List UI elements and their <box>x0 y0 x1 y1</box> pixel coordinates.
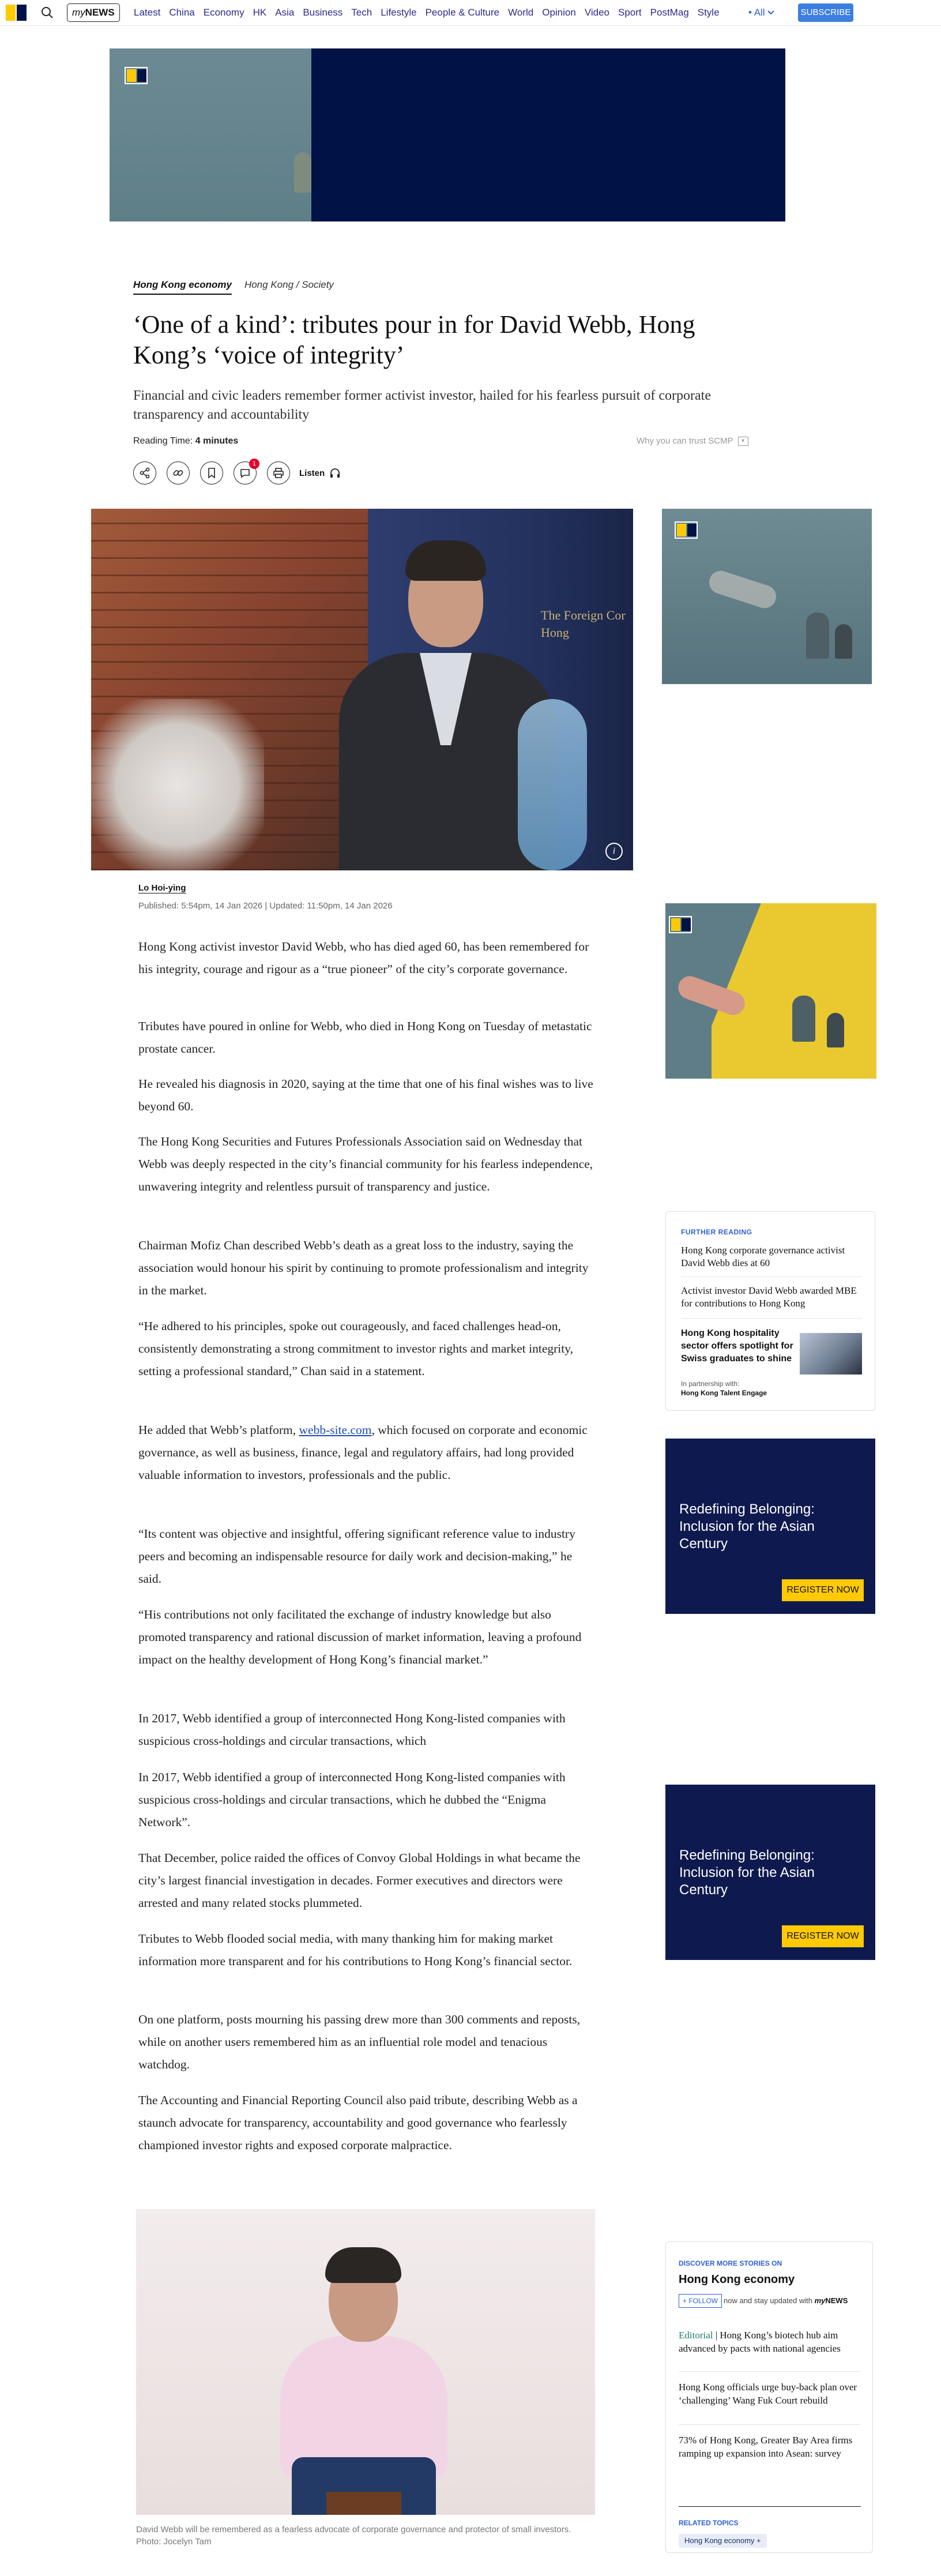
discover-item-text: Hong Kong’s biotech hub aim advanced by pacts with national agencies <box>679 2330 841 2354</box>
webb-site-link[interactable]: webb-site.com <box>299 1423 372 1437</box>
comments-button[interactable] <box>234 461 257 485</box>
ad-logo-icon <box>669 916 693 933</box>
share-button[interactable] <box>133 461 156 485</box>
related-topic-text: Hong Kong economy <box>684 2536 755 2545</box>
ad-figure <box>792 996 815 1042</box>
hero-image <box>91 509 633 870</box>
listen-button[interactable] <box>299 468 341 478</box>
body-paragraph: The Accounting and Financial Reporting Council also paid tribute, describing Webb as a staunch advocate for transparency, accountability and good governance who fearlessly championed investor rights and exposed corporate malpractice. <box>138 2093 578 2152</box>
promo-text: Redefining Belonging: Inclusion for the Asian Century <box>679 1501 815 1552</box>
register-button[interactable]: REGISTER NOW <box>782 1579 864 1601</box>
partner-note <box>681 1379 767 1398</box>
ad-vacuum <box>835 624 852 659</box>
link-paragraph-before: He added that Webb’s platform, <box>138 1423 299 1437</box>
info-icon[interactable]: i <box>605 843 623 860</box>
photo-caption: David Webb will be remembered as a fearless advocate of corporate governance and protector of small investors. Photo: Jocelyn Tam <box>136 2525 571 2547</box>
chevron-down-icon: ▾ <box>738 437 748 446</box>
headline: ‘One of a kind’: tributes pour in for David Webb, Hong Kong’s ‘voice of integrity’ <box>133 310 695 369</box>
reading-value: 4 minutes <box>195 436 239 446</box>
mynews-button[interactable] <box>67 3 120 22</box>
scmp-logo-icon[interactable] <box>6 5 27 21</box>
comment-count-badge: 1 <box>249 459 259 469</box>
divider <box>679 2506 861 2507</box>
event-promo[interactable] <box>665 1785 875 1960</box>
print-icon <box>273 467 284 479</box>
print-button[interactable] <box>267 461 290 485</box>
tag-primary[interactable]: Hong Kong economy <box>133 279 232 295</box>
portrait-photo <box>136 2209 595 2515</box>
bookmark-icon <box>206 467 217 479</box>
body-paragraph: On one platform, posts mourning his passing drew more than 300 comments and reposts, while on another users remembered him as an influential role model and tenacious watchdog. <box>138 2012 581 2071</box>
comment-icon <box>239 467 251 479</box>
body-paragraph: The Hong Kong Securities and Futures Professionals Association said on Wednesday that Webb was deeply respected in the city’s financial community for his fearless independence, unwavering integrity and relentless pursuit of transparency and justice. <box>138 1135 593 1193</box>
editorial-label: Editorial <box>679 2330 713 2341</box>
foreground-bottle <box>518 699 587 870</box>
stay-brand-b: NEWS <box>825 2296 848 2305</box>
author-link[interactable]: Lo Hoi-ying <box>138 883 186 893</box>
further-reading-item[interactable]: Hong Kong corporate governance activist David Webb dies at 60 <box>681 1245 845 1268</box>
body-paragraph: In 2017, Webb identified a group of interconnected Hong Kong-listed companies with suspicious cross-holdings and circular transactions, which <box>138 1711 566 1748</box>
copy-link-button[interactable] <box>167 461 190 485</box>
tag-secondary[interactable]: Hong Kong / Society <box>244 279 334 290</box>
nav-item-lifestyle[interactable]: Lifestyle <box>381 7 417 18</box>
discover-item[interactable]: 73% of Hong Kong, Greater Bay Area firms ramping up expansion into Asean: survey <box>679 2435 853 2459</box>
sidebar-advertisement[interactable] <box>662 509 872 684</box>
body-paragraph <box>138 1419 594 1486</box>
nav-item-hk[interactable]: HK <box>253 7 267 18</box>
plus-icon: + <box>756 2536 761 2545</box>
link-icon <box>172 467 184 479</box>
related-topic-pill[interactable] <box>679 2534 767 2548</box>
discover-label: DISCOVER MORE STORIES ON <box>679 2259 782 2267</box>
discover-more-box <box>665 2241 873 2553</box>
body-paragraph: Tributes to Webb flooded social media, with many thanking him for making market information more transparent and for his contributions to Hong Kong’s financial sector. <box>138 1932 573 1968</box>
nav-item-people-culture[interactable]: People & Culture <box>425 7 500 18</box>
promo-text: Redefining Belonging: Inclusion for the Asian Century <box>679 1847 815 1898</box>
further-reading-box <box>665 1211 875 1411</box>
ad-figure <box>294 152 311 193</box>
body-paragraph: “He adhered to his principles, spoke out courageously, and faced challenges head-on, consistently demonstrating a strong commitment to investor rights and market integrity, setting a professional standard,” Chan said in a statement. <box>138 1319 573 1378</box>
chevron-down-icon <box>767 10 774 16</box>
article-toolbar <box>133 461 341 485</box>
event-promo[interactable] <box>665 1439 875 1614</box>
further-reading-item[interactable]: Hong Kong hospitality sector offers spotlight for Swiss graduates to shine <box>681 1328 793 1364</box>
nav-item-economy[interactable]: Economy <box>203 7 244 18</box>
stay-updated-text <box>724 2296 848 2305</box>
top-navigation <box>0 0 941 26</box>
nav-item-tech[interactable]: Tech <box>351 7 372 18</box>
discover-item[interactable]: Hong Kong officials urge buy-back plan over ‘challenging’ Wang Fuk Court rebuild <box>679 2382 857 2406</box>
topic-tags <box>133 279 334 295</box>
body-paragraph: “Its content was objective and insightful, offering significant reference value to industry peers and becoming an indispensable resource for daily work and decision-making,” he said. <box>138 1527 575 1586</box>
partner-name: Hong Kong Talent Engage <box>681 1389 767 1397</box>
partner-prefix: In partnership with: <box>681 1380 740 1388</box>
sidebar-advertisement[interactable] <box>665 903 876 1079</box>
subheadline: Financial and civic leaders remember former activist investor, hailed for his fearless pursuit of corporate transparency and accountability <box>133 388 711 422</box>
nav-item-video[interactable]: Video <box>584 7 610 18</box>
search-icon[interactable] <box>40 6 54 20</box>
body-paragraph: Tributes have poured in online for Webb, who died in Hong Kong on Tuesday of metastatic prostate cancer. <box>138 1019 592 1056</box>
nav-item-latest[interactable]: Latest <box>134 7 161 18</box>
ad-logo-icon <box>675 521 699 539</box>
speaker-hair <box>405 540 486 581</box>
section-nav <box>134 0 720 25</box>
mynews-label-a: my <box>72 7 85 18</box>
ad-yellow-path <box>712 903 876 1079</box>
body-paragraph: In 2017, Webb identified a group of interconnected Hong Kong-listed companies with suspicious cross-holdings and circular transactions, which he dubbed the “Enigma Network”. <box>138 1770 566 1829</box>
portrait-hair <box>325 2247 401 2283</box>
stay-brand-a: my <box>814 2296 826 2305</box>
nav-item-postmag[interactable]: PostMag <box>650 7 689 18</box>
reading-time <box>133 436 238 446</box>
nav-item-sport[interactable]: Sport <box>618 7 642 18</box>
divider <box>679 2371 861 2372</box>
nav-item-world[interactable]: World <box>508 7 534 18</box>
body-paragraph: That December, police raided the offices of Convoy Global Holdings in what became the city’s largest financial investigation in decades. Former executives and directors were arrested and many related stocks plummeted. <box>138 1851 581 1910</box>
bookmark-button[interactable] <box>200 461 223 485</box>
banner-text: The Foreign Cor Hong <box>541 608 626 640</box>
trust-label: Why you can trust SCMP <box>637 436 733 446</box>
trust-link[interactable] <box>637 436 748 446</box>
all-label: All <box>754 7 765 18</box>
headphones-icon <box>329 468 341 478</box>
ad-image <box>110 48 311 221</box>
discover-topic[interactable]: Hong Kong economy <box>679 2273 795 2286</box>
nav-item-asia[interactable]: Asia <box>275 7 295 18</box>
divider <box>679 2424 861 2425</box>
related-topics-label: RELATED TOPICS <box>679 2519 739 2527</box>
portrait-chair <box>326 2492 401 2515</box>
reading-label: Reading Time: <box>133 436 193 446</box>
share-icon <box>139 467 150 479</box>
divider <box>681 1276 862 1277</box>
ad-hand <box>706 568 779 611</box>
listen-label: Listen <box>299 468 325 478</box>
body-paragraph: Chairman Mofiz Chan described Webb’s death as a great loss to the industry, saying the association would honour his spirit by continuing to promote professionalism and integrity in the market. <box>138 1238 589 1297</box>
body-paragraph: “His contributions not only facilitated the exchange of industry knowledge but also promoted transparency and rational discussion of market information, leaving a profound impact on the healthy development of Hong Kong’s financial market.” <box>138 1608 582 1666</box>
nav-item-china[interactable]: China <box>169 7 195 18</box>
publish-date: Published: 5:54pm, 14 Jan 2026 | Updated: 11:50pm, 14 Jan 2026 <box>138 901 393 911</box>
mynews-label-b: NEWS <box>85 7 115 18</box>
discover-item[interactable]: Editorial | Hong Kong’s biotech hub aim advanced by pacts with national agencies <box>679 2330 841 2354</box>
stay-text: now and stay updated with <box>724 2296 812 2305</box>
register-button[interactable]: REGISTER NOW <box>782 1925 864 1947</box>
further-reading-item[interactable]: Activist investor David Webb awarded MBE for contributions to Hong Kong <box>681 1285 857 1309</box>
subscribe-button[interactable]: SUBSCRIBE <box>798 3 853 22</box>
body-paragraph: Hong Kong activist investor David Webb, who has died aged 60, has been remembered for his integrity, courage and rigour as a “true pioneer” of the city’s corporate governance. <box>138 940 589 976</box>
follow-button[interactable]: + FOLLOW <box>679 2294 722 2308</box>
ad-figure <box>806 613 829 659</box>
ad-vacuum <box>827 1013 844 1047</box>
all-sections-menu[interactable]: • All <box>748 7 774 18</box>
nav-item-business[interactable]: Business <box>303 7 343 18</box>
divider <box>681 1318 862 1319</box>
further-reading-label: FURTHER READING <box>681 1228 752 1236</box>
top-advertisement[interactable] <box>110 48 785 221</box>
ad-logo-icon <box>125 67 149 84</box>
nav-item-style[interactable]: Style <box>697 7 720 18</box>
foreground-blur <box>91 699 264 870</box>
link-paragraph-after: , which focused on corporate and economic governance, as well as business, finance, legal and regulatory affairs, had long provided valuable information to investors, professionals and the public. <box>138 1423 588 1482</box>
body-paragraph: He revealed his diagnosis in 2020, saying at the time that one of his final wishes was to live beyond 60. <box>138 1077 593 1113</box>
further-reading-thumbnail[interactable] <box>800 1333 862 1375</box>
nav-item-opinion[interactable]: Opinion <box>542 7 576 18</box>
